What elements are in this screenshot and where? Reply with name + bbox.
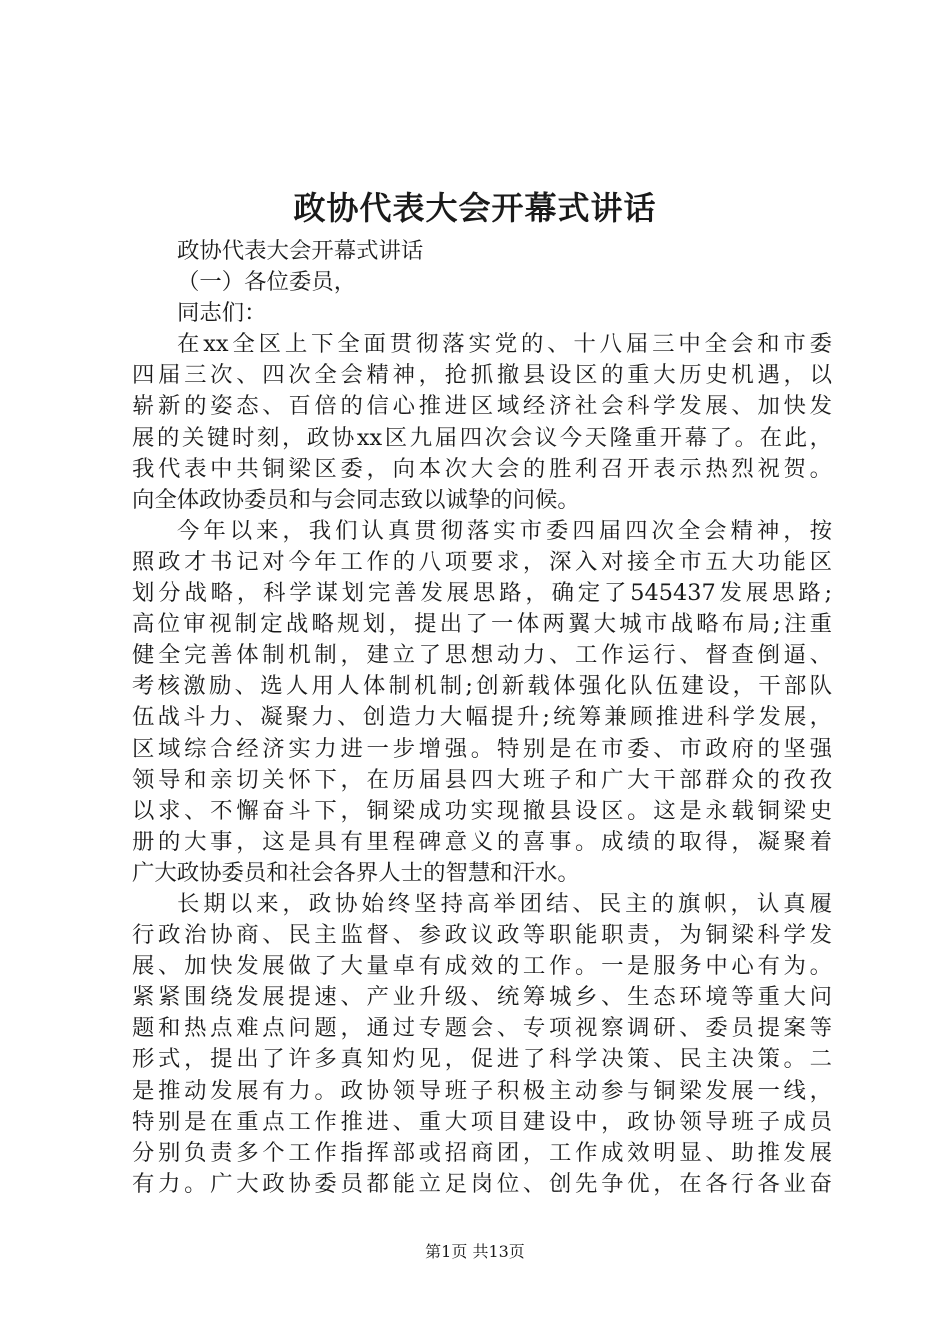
text-line: 领导和亲切关怀下，在历届县四大班子和广大干部群众的孜孜 — [132, 766, 832, 793]
text-line: 分别负责多个工作指挥部或招商团，工作成效明显、助推发展 — [132, 1139, 832, 1166]
text-line: 伍战斗力、凝聚力、创造力大幅提升;统筹兼顾推进科学发展， — [132, 704, 832, 731]
text-line: 特别是在重点工作推进、重大项目建设中，政协领导班子成员 — [132, 1108, 832, 1135]
text-line: 长期以来，政协始终坚持高举团结、民主的旗帜，认真履 — [177, 890, 832, 917]
text-line: 区域综合经济实力进一步增强。特别是在市委、市政府的坚强 — [132, 735, 832, 762]
text-line: 政协代表大会开幕式讲话 — [177, 238, 424, 264]
text-line: 划分战略，科学谋划完善发展思路，确定了545437发展思路; — [132, 580, 832, 607]
text-line: 紧紧围绕发展提速、产业升级、统筹城乡、生态环境等重大问 — [132, 984, 832, 1011]
text-line: 向全体政协委员和与会同志致以诚挚的问候。 — [132, 486, 580, 513]
text-line: 展的关键时刻，政协xx区九届四次会议今天隆重开幕了。在此， — [132, 424, 832, 451]
text-line: 册的大事，这是具有里程碑意义的喜事。成绩的取得，凝聚着 — [132, 828, 832, 855]
text-line: 是推动发展有力。政协领导班子积极主动参与铜梁发展一线， — [132, 1077, 832, 1104]
text-line: 今年以来，我们认真贯彻落实市委四届四次全会精神，按 — [177, 517, 832, 544]
text-line: 考核激励、选人用人体制机制;创新载体强化队伍建设，干部队 — [132, 673, 832, 700]
text-line: 形式，提出了许多真知灼见，促进了科学决策、民主决策。二 — [132, 1046, 832, 1073]
text-line: 以求、不懈奋斗下，铜梁成功实现撤县设区。这是永载铜梁史 — [132, 797, 832, 824]
document-body — [132, 236, 832, 1200]
text-line: 在xx全区上下全面贯彻落实党的、十八届三中全会和市委 — [177, 331, 832, 358]
text-line: 有力。广大政协委员都能立足岗位、创先争优，在各行各业奋 — [132, 1170, 832, 1197]
text-line: 展、加快发展做了大量卓有成效的工作。一是服务中心有为。 — [132, 953, 832, 980]
text-line: 健全完善体制机制，建立了思想动力、工作运行、督查倒逼、 — [132, 642, 832, 669]
text-line: 我代表中共铜梁区委，向本次大会的胜利召开表示热烈祝贺。 — [132, 455, 832, 482]
text-line: 崭新的姿态、百倍的信心推进区域经济社会科学发展、加快发 — [132, 393, 832, 420]
text-line: 同志们： — [177, 300, 267, 327]
text-line: 广大政协委员和社会各界人士的智慧和汗水。 — [132, 859, 580, 886]
text-line: 题和热点难点问题，通过专题会、专项视察调研、委员提案等 — [132, 1015, 832, 1042]
text-line: 照政才书记对今年工作的八项要求，深入对接全市五大功能区 — [132, 548, 832, 575]
text-line: 高位审视制定战略规划，提出了一体两翼大城市战略布局;注重 — [132, 611, 832, 638]
text-line: 四届三次、四次全会精神，抢抓撤县设区的重大历史机遇，以 — [132, 362, 832, 389]
page-number: 第1页 共13页 — [425, 1242, 525, 1261]
text-line: 行政治协商、民主监督、参政议政等职能职责，为铜梁科学发 — [132, 922, 832, 949]
text-line: （一）各位委员， — [177, 269, 357, 296]
document-title: 政协代表大会开幕式讲话 — [293, 189, 657, 227]
